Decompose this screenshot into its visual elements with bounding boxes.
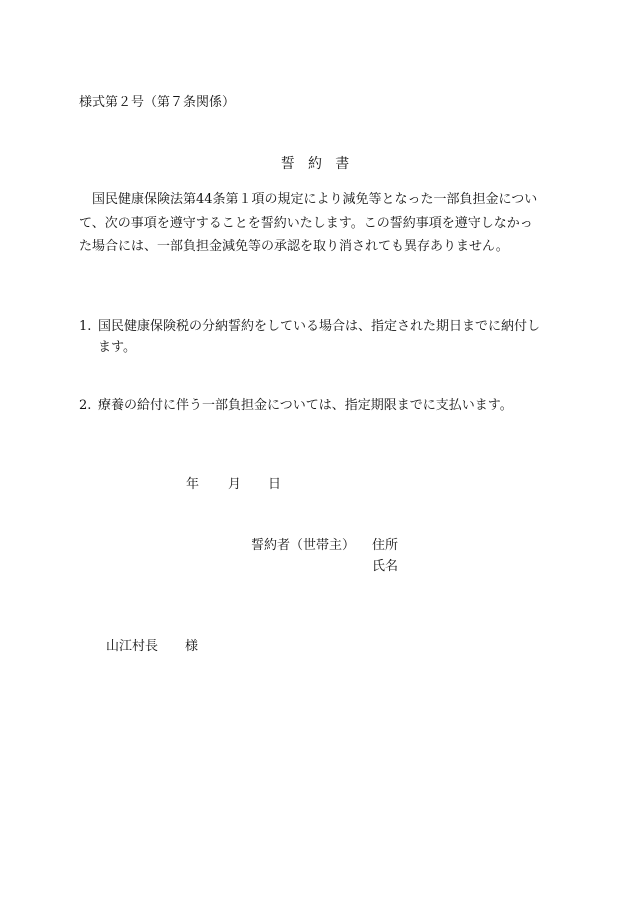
addressee-name: 山江村長: [106, 639, 159, 654]
item-number-2: 2.: [79, 398, 92, 413]
pledger-label: 誓約者（世帯主）: [251, 538, 356, 553]
item-1-text-line-1: 国民健康保険税の分納誓約をしている場合は、指定された期日までに納付し: [98, 319, 541, 334]
name-label: 氏名: [372, 559, 399, 574]
item-2-text: 療養の給付に伴う一部負担金については、指定期限までに支払います。: [98, 398, 513, 413]
document-title: 誓約書: [280, 156, 363, 172]
address-label: 住所: [372, 538, 399, 553]
item-number-1: 1.: [79, 319, 92, 334]
body-text-line-1: 国民健康保険法第44条第１項の規定により減免等となった一部負担金につい: [92, 192, 538, 207]
body-text-line-3: た場合には、一部負担金減免等の承認を取り消されても異存ありません。: [79, 239, 509, 254]
addressee-honorific: 様: [185, 639, 199, 654]
date-month-label: 月: [228, 477, 242, 492]
form-number: 様式第２号（第７条関係）: [79, 95, 236, 110]
item-1-text-line-2: ます。: [98, 340, 136, 355]
date-year-label: 年: [186, 477, 200, 492]
date-day-label: 日: [268, 477, 282, 492]
body-text-line-2: て、次の事項を遵守することを誓約いたします。この誓約事項を遵守しなかっ: [79, 216, 533, 231]
